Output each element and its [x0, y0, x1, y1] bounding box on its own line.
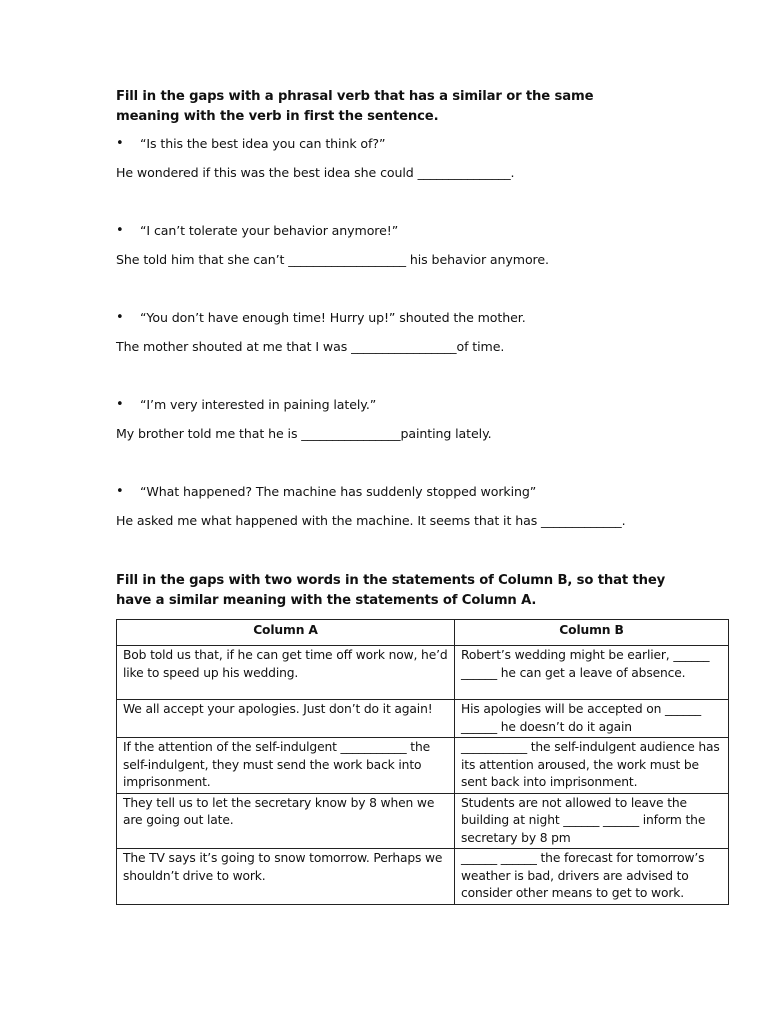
spacer	[116, 355, 728, 397]
column-a-header: Column A	[117, 620, 455, 646]
worksheet-page	[116, 87, 728, 905]
column-a-cell: We all accept your apologies. Just don’t do it again!	[117, 700, 455, 738]
answer-sentence: He wondered if this was the best idea she could _______________.	[116, 165, 515, 180]
bullet-icon: •	[116, 310, 124, 325]
table-row	[117, 849, 729, 905]
column-b-cell: His apologies will be accepted on ______ ______ he doesn’t do it again	[455, 700, 729, 738]
table-row	[117, 700, 729, 738]
table-row	[117, 793, 729, 849]
column-a-cell: They tell us to let the secretary know by 8 when we are going out late.	[117, 793, 455, 849]
bullet-icon: •	[116, 223, 124, 238]
column-a-cell: The TV says it’s going to snow tomorrow. Perhaps we shouldn’t drive to work.	[117, 849, 455, 905]
section2-heading: Fill in the gaps with two words in the statements of Column B, so that they have a similar meaning with the statements of Column A.	[116, 573, 666, 608]
quote-text: “Is this the best idea you can think of?”	[140, 136, 386, 151]
column-b-cell: ______ ______ the forecast for tomorrow’s weather is bad, drivers are advised to consider other means to get to work.	[455, 849, 729, 905]
quote-line	[116, 397, 728, 413]
exercise-item-3	[116, 310, 728, 355]
exercise-item-2	[116, 223, 728, 268]
column-b-cell: Robert’s wedding might be earlier, ______ ______ he can get a leave of absence.	[455, 646, 729, 700]
columns-table	[116, 619, 729, 905]
exercise-item-5	[116, 484, 728, 529]
column-a-cell: If the attention of the self-indulgent ___________ the self-indulgent, they must send the work back into imprisonment.	[117, 738, 455, 794]
quote-line	[116, 223, 728, 239]
spacer	[116, 442, 728, 484]
answer-sentence: He asked me what happened with the machine. It seems that it has _____________.	[116, 513, 626, 528]
table-header-row	[117, 620, 729, 646]
spacer	[116, 181, 728, 223]
column-a-cell: Bob told us that, if he can get time off work now, he’d like to speed up his wedding.	[117, 646, 455, 700]
bullet-icon: •	[116, 397, 124, 412]
quote-line	[116, 310, 728, 326]
quote-text: “I’m very interested in paining lately.”	[140, 397, 377, 412]
bullet-icon: •	[116, 484, 124, 499]
quote-line	[116, 484, 728, 500]
quote-line	[116, 136, 728, 152]
quote-text: “I can’t tolerate your behavior anymore!”	[140, 223, 399, 238]
column-b-header: Column B	[455, 620, 729, 646]
answer-sentence: The mother shouted at me that I was _________________of time.	[116, 339, 505, 354]
column-b-cell: Students are not allowed to leave the building at night ______ ______ inform the secretary by 8 pm	[455, 793, 729, 849]
table-row	[117, 738, 729, 794]
table-row	[117, 646, 729, 700]
answer-sentence: My brother told me that he is ________________painting lately.	[116, 426, 492, 441]
bullet-icon: •	[116, 136, 124, 151]
exercise-item-1	[116, 136, 728, 181]
spacer	[116, 268, 728, 310]
exercise-item-4	[116, 397, 728, 442]
column-b-cell: ___________ the self-indulgent audience has its attention aroused, the work must be sent back into imprisonment.	[455, 738, 729, 794]
answer-sentence: She told him that she can’t ___________________ his behavior anymore.	[116, 252, 549, 267]
quote-text: “You don’t have enough time! Hurry up!” shouted the mother.	[140, 310, 526, 325]
section1-heading: Fill in the gaps with a phrasal verb that has a similar or the same meaning with the verb in first the sentence.	[116, 89, 594, 124]
quote-text: “What happened? The machine has suddenly stopped working”	[140, 484, 537, 499]
